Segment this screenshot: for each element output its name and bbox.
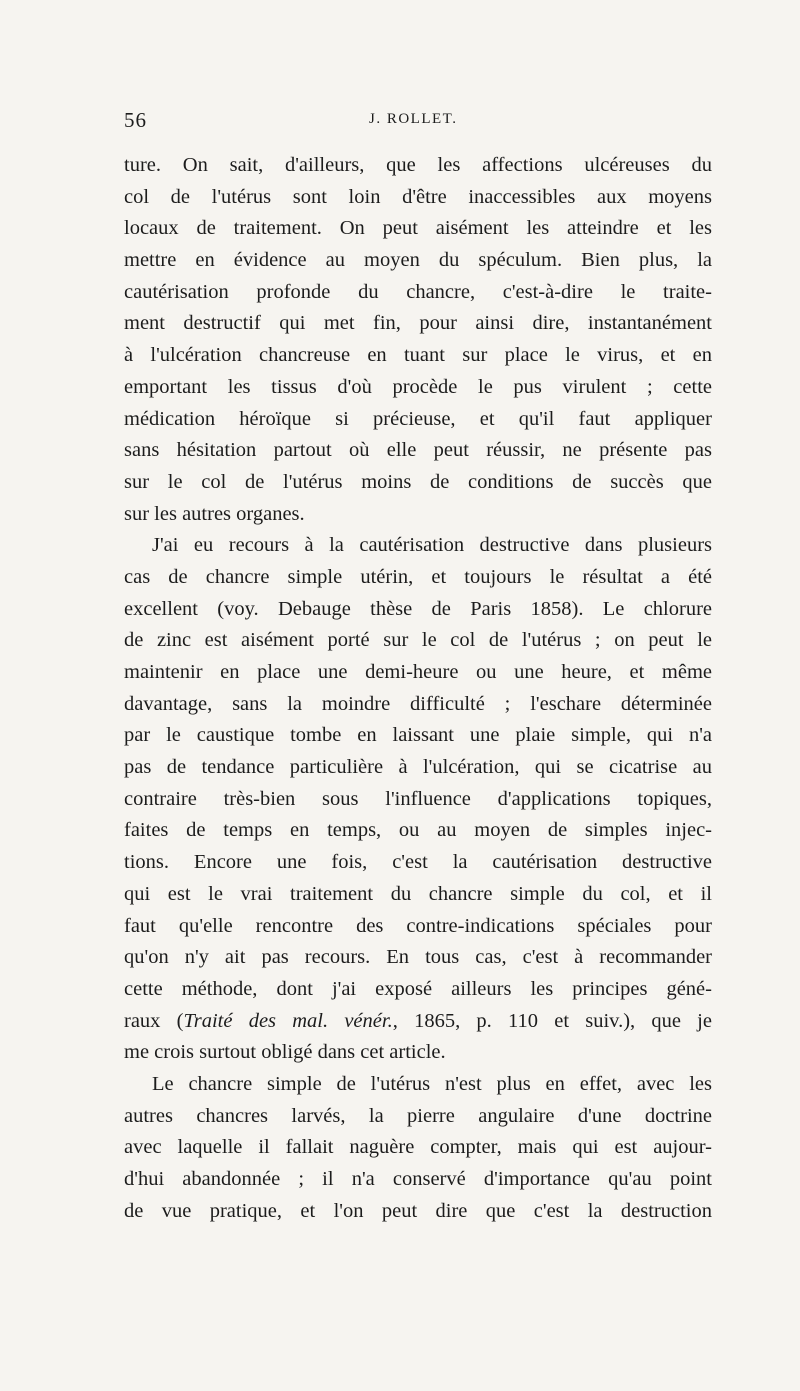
text-line: col de l'utérus sont loin d'être inaccessibles aux moyens [124, 185, 712, 208]
text-line: autres chancres larvés, la pierre angulaire d'une doctrine [124, 1104, 712, 1127]
text-line: faites de temps en temps, ou au moyen de simples injec- [124, 819, 712, 842]
text-line: qui est le vrai traitement du chancre simple du col, et il [124, 882, 712, 905]
text-line: d'hui abandonnée ; il n'a conservé d'importance qu'au point [124, 1168, 712, 1190]
text-line-with-citation [124, 1006, 712, 1038]
text-line: avec laquelle il fallait naguère compter, mais qui est aujour- [124, 1136, 712, 1159]
text-line: locaux de traitement. On peut aisément les atteindre et les [124, 217, 712, 240]
text-line: tions. Encore une fois, c'est la cautérisation destructive [124, 851, 712, 874]
text-line: de vue pratique, et l'on peut dire que c'est la destruction [124, 1199, 712, 1222]
text-line: excellent (voy. Debauge thèse de Paris 1858). Le chlorure [124, 597, 712, 620]
text-line: qu'on n'y ait pas recours. En tous cas, c'est à recommander [124, 946, 712, 969]
text-line: cas de chancre simple utérin, et toujours le résultat a été [124, 565, 712, 588]
body-text [124, 150, 712, 1227]
italic-citation: Traité des mal. vénér. [183, 1009, 393, 1032]
text-segment: , 1865, p. 110 et suiv.), que je [392, 1009, 712, 1032]
text-line: sur les autres organes. [124, 502, 305, 525]
text-line: me crois surtout obligé dans cet article. [124, 1041, 446, 1064]
text-line: emportant les tissus d'où procède le pus virulent ; cette [124, 375, 712, 398]
text-line: par le caustique tombe en laissant une plaie simple, qui n'a [124, 724, 712, 747]
text-line: davantage, sans la moindre difficulté ; l'eschare déterminée [124, 692, 712, 715]
text-line: sans hésitation partout où elle peut réussir, ne présente pas [124, 439, 712, 462]
paragraph-start-line: J'ai eu recours à la cautérisation destructive dans plusieurs [152, 534, 712, 557]
text-line: sur le col de l'utérus moins de conditions de succès que [124, 470, 712, 493]
text-line: maintenir en place une demi-heure ou une heure, et même [124, 661, 712, 683]
running-head [124, 108, 712, 138]
text-line: ment destructif qui met fin, pour ainsi dire, instantanément [124, 312, 712, 335]
text-line: cautérisation profonde du chancre, c'est-à-dire le traite- [124, 280, 712, 303]
text-line: faut qu'elle rencontre des contre-indications spéciales pour [124, 914, 712, 937]
text-line: à l'ulcération chancreuse en tuant sur place le virus, et en [124, 344, 712, 367]
paragraph-start-line: Le chancre simple de l'utérus n'est plus en effet, avec les [152, 1072, 712, 1095]
text-line: médication héroïque si précieuse, et qu'il faut appliquer [124, 407, 712, 430]
text-line: mettre en évidence au moyen du spéculum. Bien plus, la [124, 249, 712, 272]
text-line: pas de tendance particulière à l'ulcération, qui se cicatrise au [124, 756, 712, 779]
text-line: contraire très-bien sous l'influence d'applications topiques, [124, 787, 712, 810]
text-line: cette méthode, dont j'ai exposé ailleurs les principes géné- [124, 977, 712, 1000]
text-line: de zinc est aisément porté sur le col de l'utérus ; on peut le [124, 629, 712, 652]
text-segment: raux ( [124, 1009, 184, 1032]
page-number: 56 [124, 108, 147, 132]
text-line: ture. On sait, d'ailleurs, que les affections ulcéreuses du [124, 154, 712, 176]
running-title: J. ROLLET. [369, 111, 458, 127]
